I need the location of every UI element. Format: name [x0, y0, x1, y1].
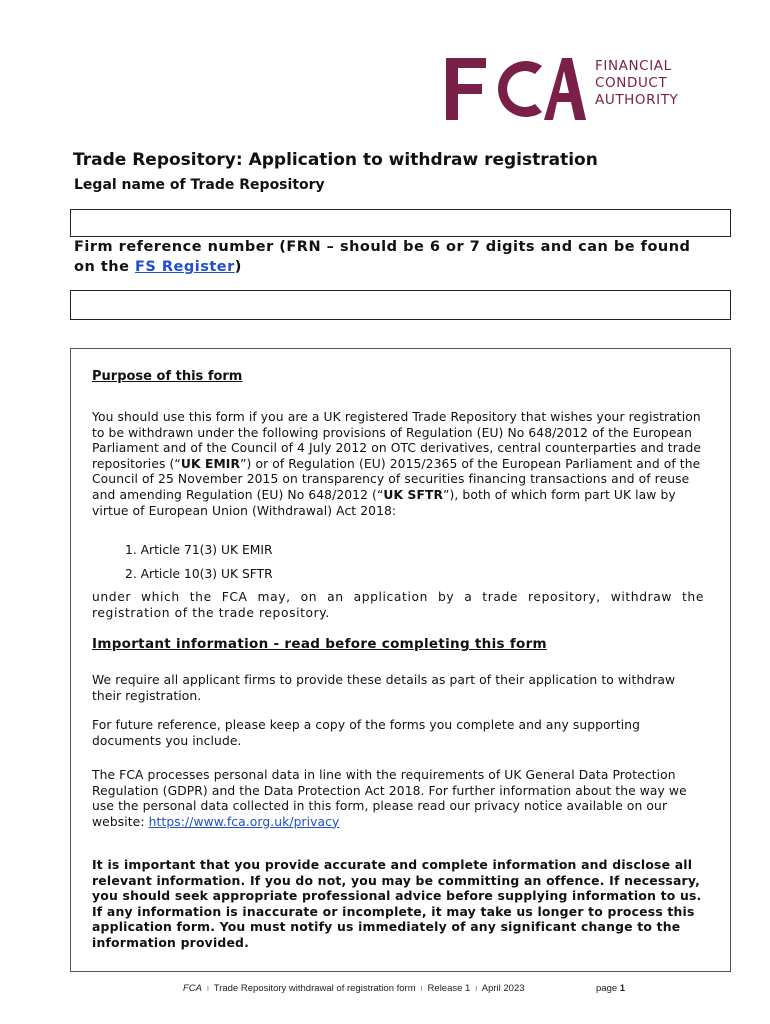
purpose-closing: under which the FCA may, on an application by a trade repository, withdraw the registration of the trade repository. [92, 590, 704, 620]
frn-label [74, 237, 714, 277]
privacy-paragraph [92, 768, 704, 830]
uk-sftr-term: UK SFTR [383, 487, 444, 502]
important-paragraph-2: For future reference, please keep a copy of the forms you complete and any supporting documents you include. [92, 718, 641, 748]
purpose-heading: Purpose of this form [92, 369, 243, 384]
footer-date: April 2023 [481, 983, 525, 994]
footer-release: Release 1 [427, 983, 471, 994]
purpose-paragraph [92, 410, 704, 519]
footer-doc-title: Trade Repository withdrawal of registration form [213, 983, 416, 994]
purpose-text-b: ”) or of Regulation (EU) 2015/2365 of the European Parliament and of the Council of 25 November 2015 on transparency of securities financing transactions and of reuse and amending Regulation (EU) No 648/2012 (“ [92, 456, 701, 502]
fca-logo [444, 56, 704, 122]
footer [183, 983, 525, 994]
list-item-emir: 1. Article 71(3) UK EMIR [125, 543, 273, 557]
wordmark-line-3: AUTHORITY [595, 92, 679, 108]
footer-fca: FCA [183, 983, 202, 994]
frn-field[interactable] [70, 290, 731, 320]
footer-sep: ı [420, 983, 423, 994]
page-number [596, 983, 625, 994]
form-title: Trade Repository: Application to withdraw registration [73, 150, 598, 170]
purpose-text-c: ”), both of which form part UK law by virtue of European Union (Withdrawal) Act 2018: [92, 487, 676, 518]
page-label: page [596, 983, 618, 994]
accuracy-warning: It is important that you provide accurate and complete information and disclose all relevant information. If you do not, you may be committing an offence. If necessary, you should seek appropriate professional advice before supplying information to us. If any information is inaccurate or incomplete, it may take us longer to process this application form. You must notify us immediately of any significant change to the information provided. [92, 857, 702, 950]
important-paragraph-1: We require all applicant firms to provide these details as part of their application to withdraw their registration. [92, 673, 676, 703]
frn-label-text: Firm reference number (FRN – should be 6 or 7 digits and can be found on the [74, 239, 691, 275]
page-number-value: 1 [619, 983, 626, 994]
fca-logo-mark [444, 56, 586, 122]
footer-sep: ı [206, 983, 210, 994]
list-item-sftr: 2. Article 10(3) UK SFTR [125, 567, 273, 581]
important-heading: Important information - read before completing this form [92, 636, 547, 652]
purpose-text-a: You should use this form if you are a UK registered Trade Repository that wishes your registration to be withdrawn under the following provisions of Regulation (EU) No 648/2012 of the European Parliament and of the Council of 4 July 2012 on OTC derivatives, central counterparties and trade repositories (“ [92, 410, 702, 471]
frn-label-close: ) [234, 259, 242, 275]
wordmark-line-2: CONDUCT [595, 75, 668, 91]
footer-sep: ı [474, 983, 478, 994]
legal-name-field[interactable] [70, 209, 731, 237]
fca-wordmark [595, 58, 678, 109]
wordmark-line-1: FINANCIAL [595, 58, 672, 74]
privacy-text: The FCA processes personal data in line with the requirements of UK General Data Protection Regulation (GDPR) and the Data Protection Act 2018. For further information about the way we use the personal data collected in this form, please read our privacy notice available on our website: [92, 768, 687, 829]
legal-name-label: Legal name of Trade Repository [74, 177, 325, 193]
privacy-link[interactable]: https://www.fca.org.uk/privacy [148, 814, 340, 829]
fs-register-link[interactable]: FS Register [134, 259, 235, 275]
uk-emir-term: UK EMIR [180, 456, 241, 471]
